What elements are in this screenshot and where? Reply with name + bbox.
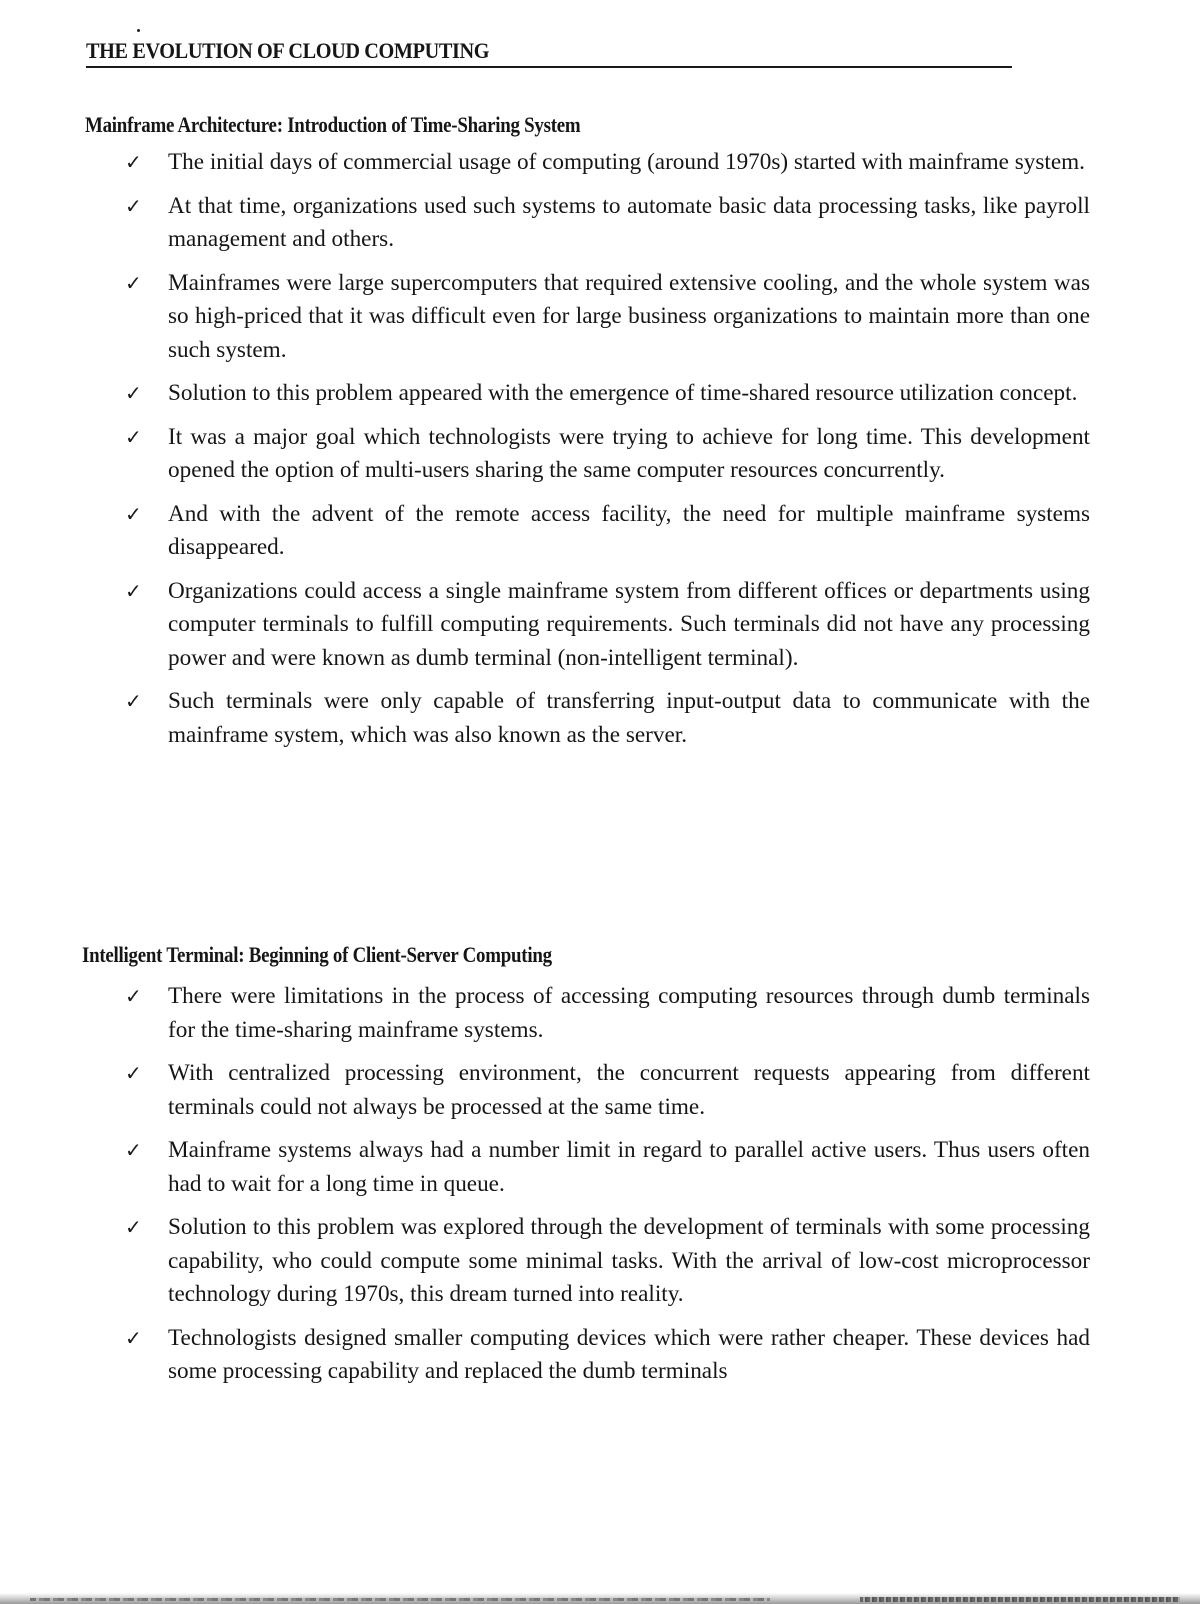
list-item (125, 685, 1090, 752)
check-icon: ✓ (125, 381, 142, 405)
list-item-text: Mainframes were large supercomputers that required extensive cooling, and the whole system was so high-priced that it was difficult even for large business organizations to maintain more than one such system. (168, 269, 1090, 363)
list-item (125, 1134, 1090, 1201)
check-icon: ✓ (125, 578, 142, 603)
list-item-text: At that time, organizations used such systems to automate basic data processing tasks, like payroll management and others. (168, 192, 1090, 252)
list-item (125, 377, 1090, 411)
bullet-list-mainframe (125, 146, 1090, 762)
list-item (125, 421, 1090, 488)
check-icon: ✓ (125, 150, 142, 174)
list-item (125, 1057, 1090, 1124)
list-item (125, 980, 1090, 1047)
header-rule (86, 66, 1012, 68)
scan-speck (137, 29, 140, 32)
scan-bottom-edge-marks-right (860, 1597, 1180, 1602)
list-item (125, 498, 1090, 565)
bullet-list-intelligent-terminal (125, 980, 1090, 1399)
list-item-text: Such terminals were only capable of transferring input-output data to communicate with the mainframe system, which was also known as the server. (168, 688, 1090, 748)
list-item (125, 1211, 1090, 1312)
check-icon: ✓ (125, 1061, 142, 1085)
list-item-text: There were limitations in the process of accessing computing resources through dumb terminals for the time-sharing mainframe systems. (168, 983, 1090, 1043)
list-item (125, 267, 1090, 368)
check-icon: ✓ (125, 984, 142, 1008)
list-item (125, 575, 1090, 676)
list-item-text: It was a major goal which technologists were trying to achieve for long time. This development opened the option of multi-users sharing the same computer resources concurrently. (168, 423, 1090, 483)
list-item-text: Solution to this problem appeared with the emergence of time-shared resource utilization concept. (168, 380, 1078, 406)
check-icon: ✓ (125, 193, 142, 218)
list-item-text: Solution to this problem was explored through the development of terminals with some processing capability, who could compute some minimal tasks. With the arrival of low-cost microprocessor technology during 1970s, this dream turned into reality. (168, 1214, 1090, 1307)
list-item (125, 146, 1090, 180)
section-heading-mainframe: Mainframe Architecture: Introduction of Time-Sharing System (85, 112, 581, 137)
list-item-text: With centralized processing environment, the concurrent requests appearing from different terminals could not always be processed at the same time. (168, 1060, 1090, 1120)
section-heading-intelligent-terminal: Intelligent Terminal: Beginning of Client-Server Computing (82, 942, 552, 967)
scan-bottom-edge-marks (30, 1598, 770, 1601)
check-icon: ✓ (125, 501, 142, 526)
check-icon: ✓ (125, 689, 142, 713)
list-item-text: Organizations could access a single mainframe system from different offices or departments using computer terminals to fulfill computing requirements. Such terminals did not have any processing power and were known as dumb terminal (non-intelligent terminal). (168, 577, 1090, 671)
list-item (125, 190, 1090, 257)
list-item-text: Mainframe systems always had a number limit in regard to parallel active users. Thus users often had to wait for a long time in queue. (168, 1137, 1090, 1197)
check-icon: ✓ (125, 1138, 142, 1162)
check-icon: ✓ (125, 1325, 142, 1350)
list-item-text: Technologists designed smaller computing devices which were rather cheaper. These devices had some processing capability and replaced the dumb terminals (168, 1324, 1090, 1384)
check-icon: ✓ (125, 270, 142, 295)
running-header-title: THE EVOLUTION OF CLOUD COMPUTING (86, 38, 490, 63)
list-item (125, 1322, 1090, 1389)
list-item-text: And with the advent of the remote access facility, the need for multiple mainframe systems disappeared. (168, 500, 1090, 560)
list-item-text: The initial days of commercial usage of computing (around 1970s) started with mainframe system. (168, 149, 1085, 175)
check-icon: ✓ (125, 424, 142, 449)
check-icon: ✓ (125, 1215, 142, 1239)
